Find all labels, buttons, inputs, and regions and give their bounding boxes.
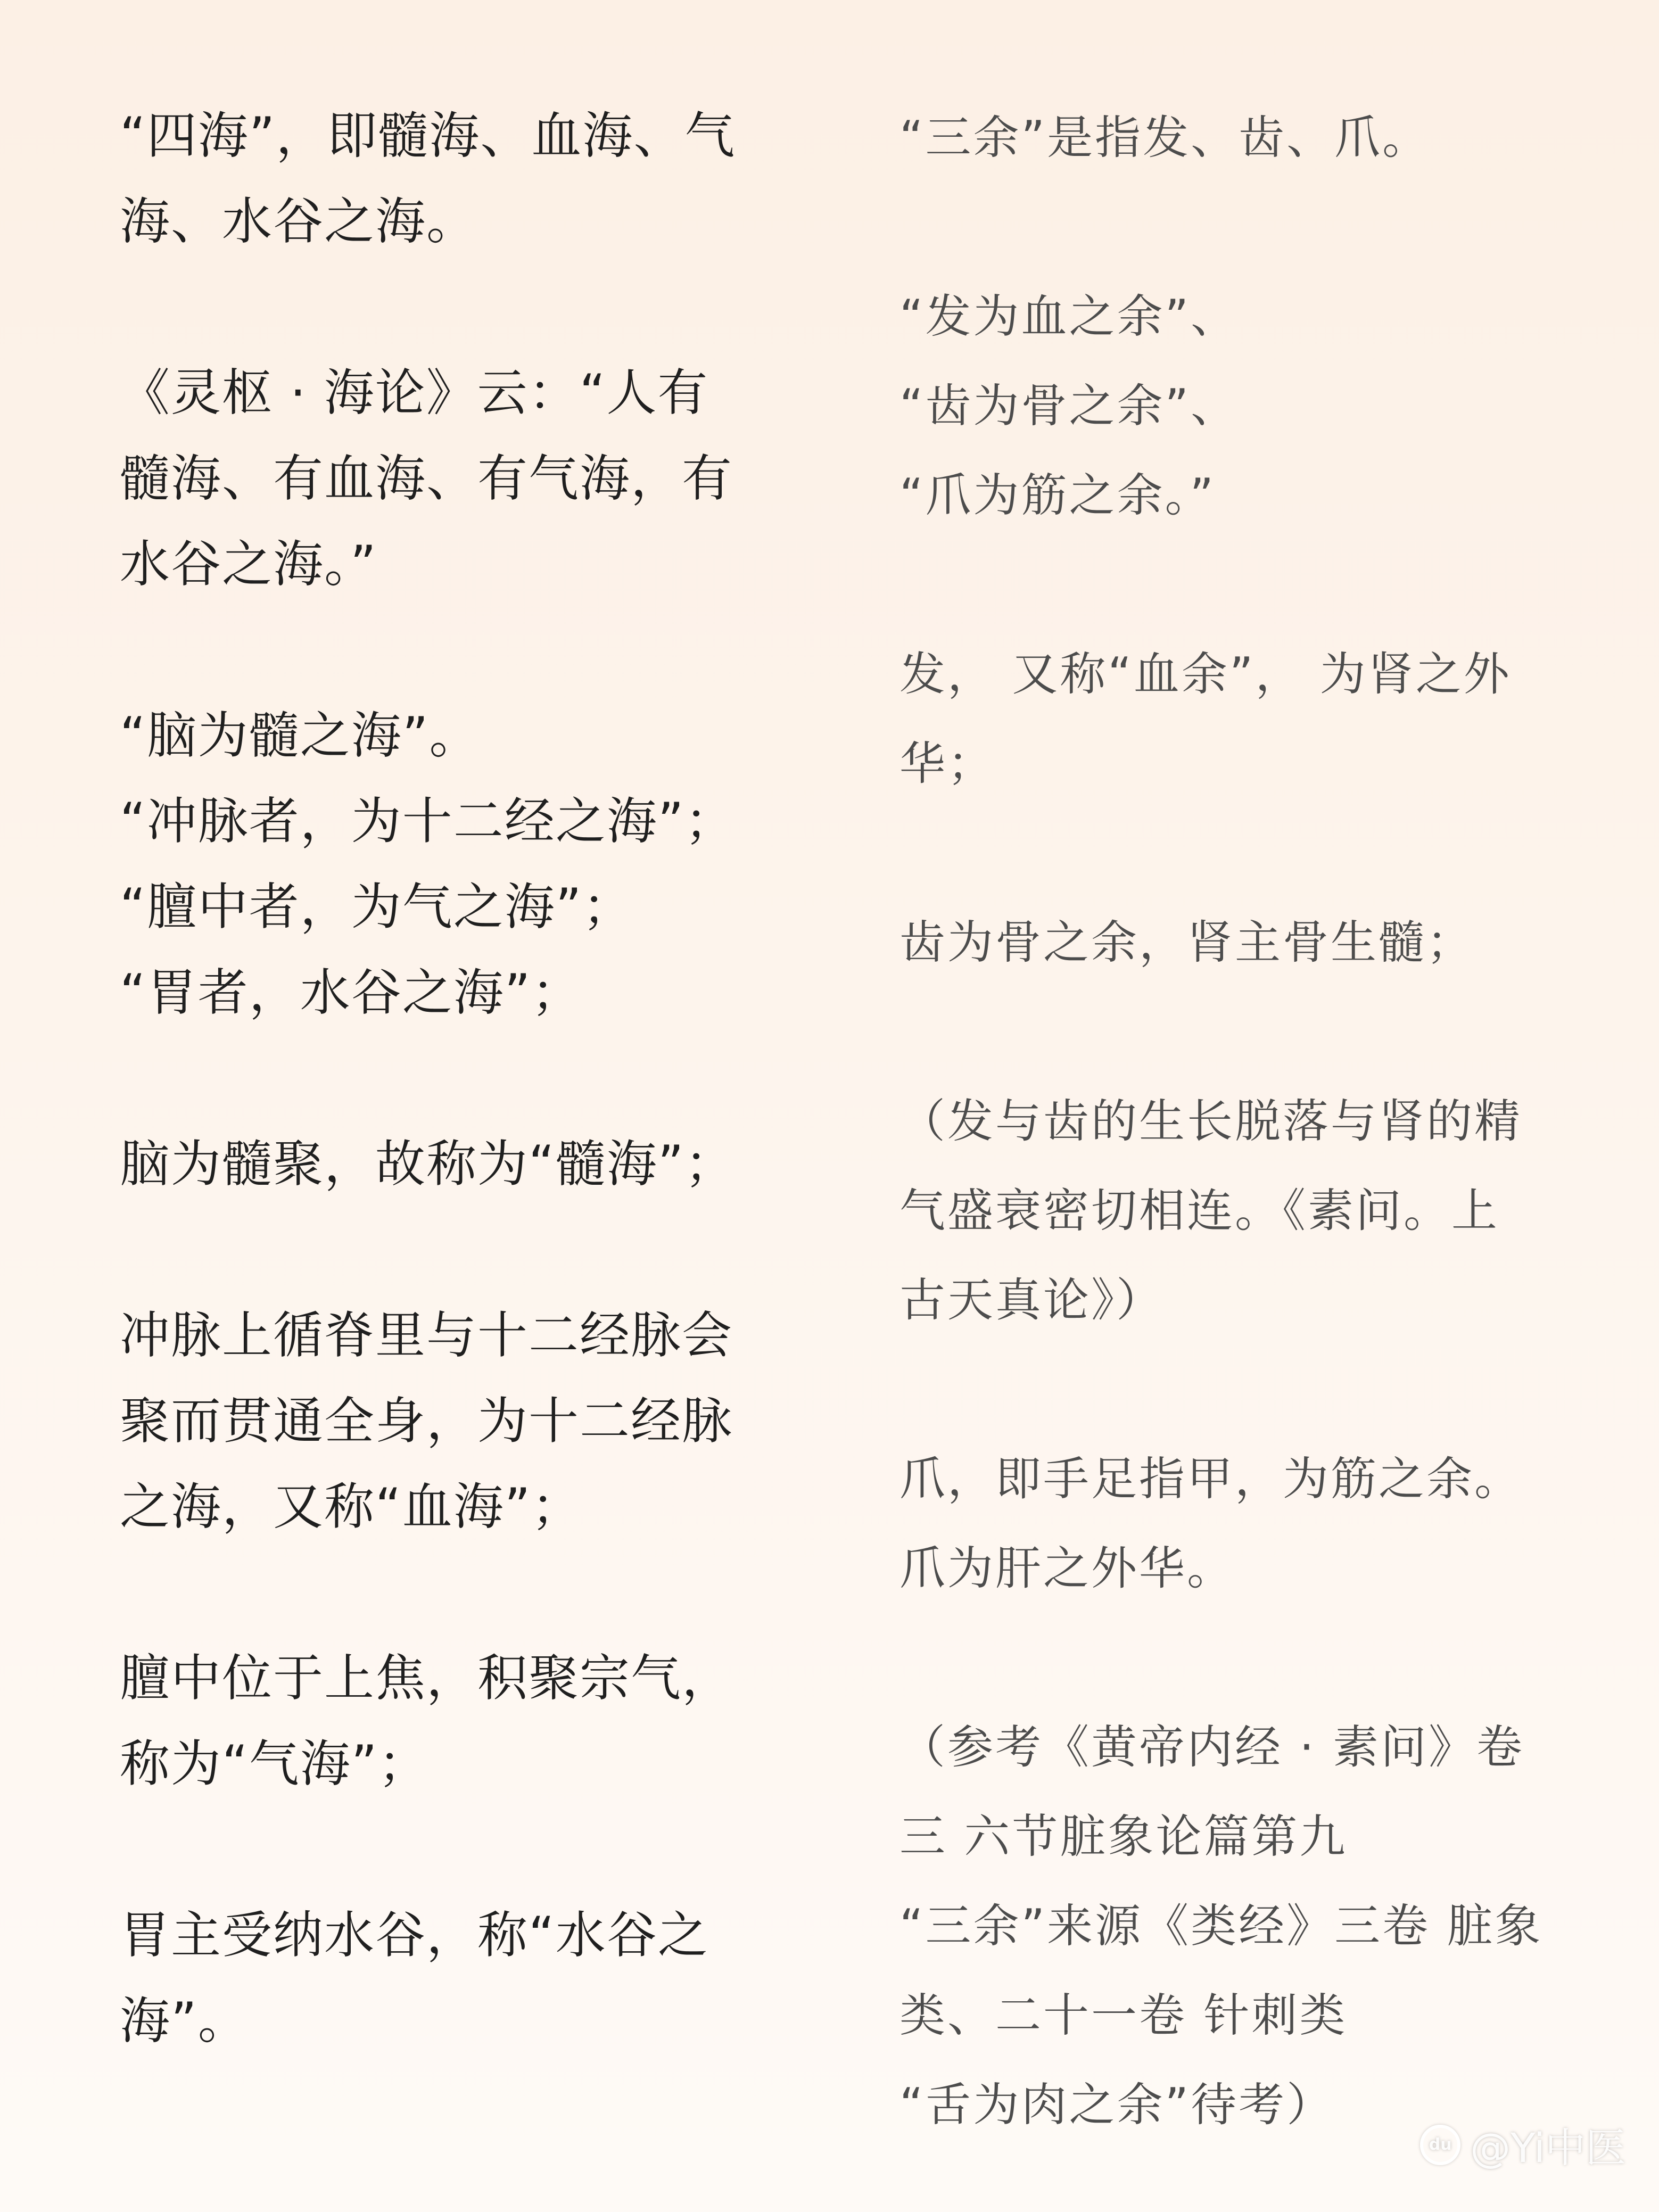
text-line: 海、水谷之海。	[120, 193, 478, 251]
text-line: 类、二十一卷 针刺类	[899, 1989, 1348, 2042]
paragraph-sea-quotes	[120, 693, 790, 1036]
text-line: “三余”是指发、齿、爪。	[899, 111, 1431, 164]
text-line: “齿为骨之余”、	[899, 379, 1239, 433]
left-text-column	[120, 93, 790, 2064]
text-line: “胃者，水谷之海”；	[120, 964, 583, 1022]
text-line: 古天真论》）	[899, 1274, 1164, 1327]
text-line: “舌为肉之余”待考）	[899, 2078, 1335, 2132]
watermark-text: @Yi中医	[1470, 2124, 1626, 2172]
text-line: 发， 又称“血余”， 为肾之外	[899, 648, 1512, 701]
paragraph-surplus-quotes	[899, 272, 1554, 540]
paragraph-three-surplus	[899, 93, 1554, 183]
paragraph-marrow-sea	[120, 1121, 790, 1207]
text-line: 海”。	[120, 1992, 249, 2050]
paragraph-grain-sea	[120, 1893, 790, 2064]
watermark	[1420, 2116, 1626, 2174]
paw-logo-icon: du	[1420, 2125, 1460, 2165]
paragraph-kidney-note	[899, 1077, 1554, 1345]
text-line: （参考《黄帝内经 · 素问》卷	[899, 1721, 1525, 1774]
paragraph-four-seas	[120, 93, 790, 265]
text-line: 膻中位于上焦，积聚宗气，	[120, 1649, 733, 1707]
text-line: 气盛衰密切相连。《素问。上	[899, 1184, 1499, 1237]
text-line: 齿为骨之余，肾主骨生髓；	[899, 916, 1474, 969]
text-line: 髓海、有血海、有气海，有	[120, 450, 733, 508]
paragraph-nails	[899, 1434, 1554, 1613]
text-line: 三 六节脏象论篇第九	[899, 1810, 1348, 1863]
text-line: 水谷之海。”	[120, 535, 377, 593]
paragraph-teeth	[899, 898, 1554, 987]
text-line: “三余”来源《类经》三卷 脏象	[899, 1900, 1543, 1953]
text-line: “四海”，即髓海、血海、气	[120, 107, 736, 165]
text-line: “冲脉者，为十二经之海”；	[120, 793, 736, 851]
paragraph-references	[899, 1703, 1554, 2150]
text-line: 《灵枢 · 海论》云：“人有	[120, 364, 709, 422]
paragraph-lingshu-quote	[120, 350, 790, 607]
text-line: 爪为肝之外华。	[899, 1542, 1235, 1595]
paragraph-hair	[899, 630, 1554, 808]
right-text-column	[899, 93, 1554, 2150]
paragraph-qi-sea	[120, 1636, 790, 1807]
text-line: （发与齿的生长脱落与肾的精	[899, 1095, 1522, 1148]
text-line: 爪，即手足指甲，为筋之余。	[899, 1452, 1522, 1506]
text-line: 脑为髓聚，故称为“髓海”；	[120, 1135, 736, 1193]
text-line: “爪为筋之余。”	[899, 469, 1216, 522]
text-line: 称为“气海”；	[120, 1735, 430, 1793]
text-line: 华；	[899, 737, 995, 790]
text-line: 聚而贯通全身，为十二经脉	[120, 1392, 733, 1450]
text-line: 冲脉上循脊里与十二经脉会	[120, 1307, 733, 1365]
text-line: “膻中者，为气之海”；	[120, 878, 634, 936]
text-line: “发为血之余”、	[899, 290, 1239, 343]
paragraph-blood-sea	[120, 1293, 790, 1550]
text-line: “脑为髓之海”。	[120, 707, 481, 765]
text-line: 之海，又称“血海”；	[120, 1478, 583, 1536]
text-line: 胃主受纳水谷，称“水谷之	[120, 1906, 709, 1965]
